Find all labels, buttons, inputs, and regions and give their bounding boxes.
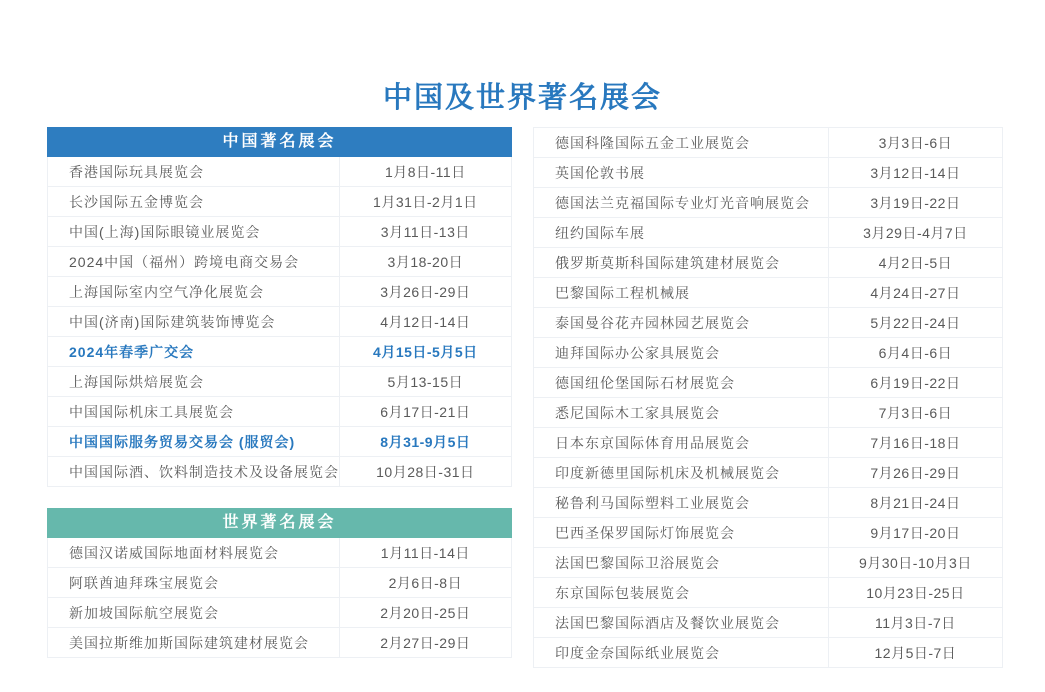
table-row — [48, 538, 511, 568]
table-row — [534, 608, 1002, 638]
exhibition-date: 6月17日-21日 — [380, 403, 471, 420]
table-row — [534, 548, 1002, 578]
exhibition-name: 中国(济南)国际建筑装饰博览会 — [48, 307, 340, 336]
exhibition-date: 7月3日-6日 — [878, 404, 953, 421]
exhibition-date: 4月2日-5日 — [878, 254, 953, 271]
table-row — [534, 518, 1002, 548]
exhibition-name: 迪拜国际办公家具展览会 — [534, 338, 829, 367]
table-row — [48, 187, 511, 217]
table-row — [48, 307, 511, 337]
exhibition-name: 东京国际包装展览会 — [534, 578, 829, 607]
exhibition-name: 法国巴黎国际卫浴展览会 — [534, 548, 829, 577]
exhibition-date: 12月5日-7日 — [874, 644, 957, 661]
table-row — [48, 277, 511, 307]
table-row — [534, 398, 1002, 428]
exhibition-name: 德国法兰克福国际专业灯光音响展览会 — [534, 188, 829, 217]
right-column — [533, 127, 1003, 668]
exhibition-date: 9月30日-10月3日 — [858, 554, 972, 571]
exhibition-name: 巴黎国际工程机械展 — [534, 278, 829, 307]
exhibition-date: 3月29日-4月7日 — [863, 224, 968, 241]
table-row — [48, 427, 511, 457]
exhibition-date: 5月22日-24日 — [870, 314, 961, 331]
world-exhibitions-table-left — [47, 538, 512, 658]
exhibition-name: 中国(上海)国际眼镜业展览会 — [48, 217, 340, 246]
exhibition-name: 香港国际玩具展览会 — [48, 157, 340, 186]
table-row — [534, 458, 1002, 488]
exhibition-name: 悉尼国际木工家具展览会 — [534, 398, 829, 427]
exhibition-name: 德国科隆国际五金工业展览会 — [534, 128, 829, 157]
exhibition-date: 5月13-15日 — [387, 373, 464, 390]
table-row — [534, 248, 1002, 278]
exhibition-name: 中国国际机床工具展览会 — [48, 397, 340, 426]
exhibition-name: 新加坡国际航空展览会 — [48, 598, 340, 627]
table-row — [534, 308, 1002, 338]
exhibition-date: 10月28日-31日 — [376, 463, 475, 480]
exhibition-name: 德国纽伦堡国际石材展览会 — [534, 368, 829, 397]
table-row — [534, 578, 1002, 608]
table-row — [534, 368, 1002, 398]
exhibition-name: 俄罗斯莫斯科国际建筑建材展览会 — [534, 248, 829, 277]
exhibition-date: 10月23日-25日 — [866, 584, 965, 601]
exhibition-date: 7月16日-18日 — [870, 434, 961, 451]
page-title: 中国及世界著名展会 — [382, 82, 662, 115]
table-row — [534, 338, 1002, 368]
exhibition-name: 秘鲁利马国际塑料工业展览会 — [534, 488, 829, 517]
exhibition-date: 3月19日-22日 — [870, 194, 961, 211]
exhibition-date: 1月31日-2月1日 — [373, 193, 478, 210]
exhibition-date: 11月3日-7日 — [875, 614, 956, 631]
table-row — [48, 157, 511, 187]
table-row — [534, 158, 1002, 188]
left-column — [47, 127, 512, 658]
table-row — [534, 128, 1002, 158]
exhibition-name: 上海国际烘焙展览会 — [48, 367, 340, 396]
exhibition-date: 6月19日-22日 — [870, 374, 961, 391]
exhibition-date: 2月6日-8日 — [388, 574, 463, 591]
table-row — [534, 188, 1002, 218]
exhibition-name: 长沙国际五金博览会 — [48, 187, 340, 216]
table-row — [48, 217, 511, 247]
exhibition-name: 2024年春季广交会 — [48, 337, 340, 366]
exhibition-date: 6月4日-6日 — [878, 344, 953, 361]
table-row — [48, 337, 511, 367]
exhibition-name: 印度金奈国际纸业展览会 — [534, 638, 829, 667]
table-row — [48, 628, 511, 658]
exhibition-date: 1月11日-14日 — [380, 544, 470, 561]
exhibition-date: 3月26日-29日 — [380, 283, 471, 300]
table-row — [534, 488, 1002, 518]
exhibition-date: 3月11日-13日 — [380, 223, 470, 240]
exhibition-name: 中国国际服务贸易交易会 (服贸会) — [48, 427, 340, 456]
table-row — [48, 457, 511, 487]
exhibition-date: 3月12日-14日 — [870, 164, 961, 181]
exhibition-name: 上海国际室内空气净化展览会 — [48, 277, 340, 306]
table-row — [534, 278, 1002, 308]
table-row — [48, 367, 511, 397]
exhibition-date: 4月24日-27日 — [870, 284, 961, 301]
exhibition-date: 1月8日-11日 — [384, 163, 466, 180]
exhibition-date: 8月21日-24日 — [870, 494, 961, 511]
world-exhibitions-table-right — [533, 127, 1003, 668]
exhibition-date: 3月3日-6日 — [878, 134, 953, 151]
exhibition-date: 2月27日-29日 — [380, 634, 471, 651]
table-row — [534, 218, 1002, 248]
exhibition-name: 法国巴黎国际酒店及餐饮业展览会 — [534, 608, 829, 637]
exhibition-name: 纽约国际车展 — [534, 218, 829, 247]
section-gap — [47, 487, 512, 508]
china-table-header: 中国著名展会 — [47, 127, 512, 157]
exhibition-name: 日本东京国际体育用品展览会 — [534, 428, 829, 457]
exhibition-name: 德国汉诺威国际地面材料展览会 — [48, 538, 340, 567]
exhibition-date: 4月15日-5月5日 — [373, 343, 478, 360]
table-row — [48, 247, 511, 277]
china-exhibitions-table — [47, 157, 512, 487]
table-row — [48, 397, 511, 427]
exhibition-name: 印度新德里国际机床及机械展览会 — [534, 458, 829, 487]
exhibition-name: 巴西圣保罗国际灯饰展览会 — [534, 518, 829, 547]
exhibition-name: 英国伦敦书展 — [534, 158, 829, 187]
exhibition-date: 7月26日-29日 — [870, 464, 961, 481]
exhibition-date: 8月31-9月5日 — [380, 433, 471, 450]
exhibition-name: 美国拉斯维加斯国际建筑建材展览会 — [48, 628, 340, 657]
exhibition-date: 9月17日-20日 — [870, 524, 961, 541]
exhibition-date: 4月12日-14日 — [380, 313, 471, 330]
table-row — [48, 568, 511, 598]
exhibition-name: 泰国曼谷花卉园林园艺展览会 — [534, 308, 829, 337]
exhibition-date: 3月18-20日 — [387, 253, 464, 270]
world-table-header: 世界著名展会 — [47, 508, 512, 538]
table-row — [534, 428, 1002, 458]
exhibition-name: 阿联酋迪拜珠宝展览会 — [48, 568, 340, 597]
exhibition-name: 2024中国（福州）跨境电商交易会 — [48, 247, 340, 276]
table-row — [534, 638, 1002, 668]
exhibition-name: 中国国际酒、饮料制造技术及设备展览会 — [48, 457, 340, 486]
exhibition-date: 2月20日-25日 — [380, 604, 471, 621]
table-row — [48, 598, 511, 628]
